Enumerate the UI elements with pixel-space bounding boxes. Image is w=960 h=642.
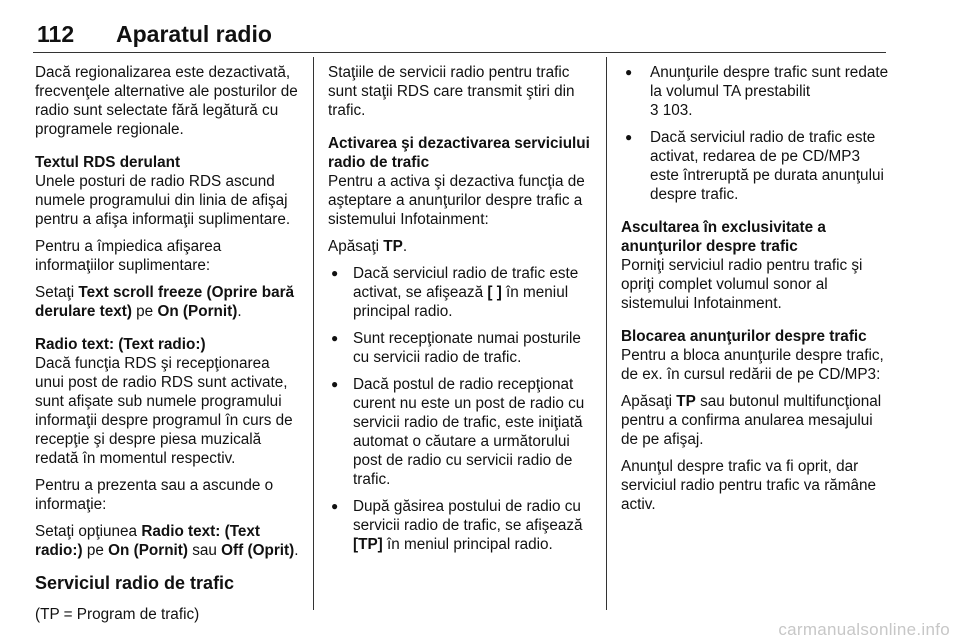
regionalization-paragraph: Dacă regionalizarea este dezactivată, frecvenţele alternative ale posturilor de radio sunt selectate fără legătură cu programele regionale. (35, 64, 298, 138)
menu-value: On (Pornit) (108, 542, 188, 559)
menu-value: On (Pornit) (157, 303, 238, 320)
text: sau (187, 542, 222, 559)
text: Setaţi opţiunea (35, 523, 142, 540)
activate-heading: Activarea şi dezactivarea serviciului radio de trafic (328, 135, 590, 171)
list-item (328, 264, 596, 321)
list-item (621, 63, 889, 120)
text: pe (82, 542, 109, 559)
column-divider-left (313, 57, 314, 610)
text: . (402, 238, 408, 255)
text: . (237, 303, 242, 320)
text: Apăsaţi (328, 238, 384, 255)
final-paragraph: Anunţul despre trafic va fi oprit, dar serviciul radio pentru trafic va rămâne activ. (621, 458, 877, 513)
exclusive-body: Porniţi serviciul radio pentru trafic şi opriţi complet volumul sonor al sistemului Infotainment. (621, 257, 863, 312)
rds-scroll-body: Unele posturi de radio RDS ascund numele programului din linia de afişaj pentru a afişa informaţii suplimentare. (35, 173, 291, 228)
radio-text-setting-paragraph (35, 522, 301, 560)
activation-bullet-list (328, 264, 596, 554)
announcement-bullet-list (621, 63, 889, 204)
radio-text-heading: Radio text: (Text radio:) (35, 336, 206, 353)
rds-setting-paragraph (35, 283, 301, 321)
block-body: Pentru a bloca anunţurile despre trafic, de ex. în cursul redării de pe CD/MP3: (621, 347, 884, 383)
tp-key: TP (383, 238, 403, 255)
rds-prevent-paragraph: Pentru a împiedica afişarea informaţiilor suplimentare: (35, 238, 222, 274)
column-divider-right (606, 57, 607, 610)
press-tp-paragraph (621, 392, 889, 449)
tp-indicator: [ ] (487, 284, 502, 301)
page-number: 112 (37, 21, 75, 47)
column-middle (328, 63, 596, 562)
text: Setaţi (35, 284, 79, 301)
header-rule (33, 52, 886, 53)
text: sau butonul multifuncţional pentru a confirma anularea mesajului de pe afişaj. (621, 393, 882, 448)
text: Dacă serviciul radio de trafic este activat, se afişează (353, 265, 579, 301)
exclusive-heading: Ascultarea în exclusivitate a anunţurilor despre trafic (621, 219, 826, 255)
text: în meniul principal radio. (382, 536, 553, 553)
page-reference: 3 103. (650, 102, 693, 119)
radio-text-show-paragraph: Pentru a prezenta sau a ascunde o informaţie: (35, 477, 274, 513)
traffic-stations-paragraph: Staţiile de servicii radio pentru trafic sunt staţii RDS care transmit ştiri din trafic. (328, 64, 575, 119)
page-title: Aparatul radio (116, 21, 272, 47)
tp-key: TP (676, 393, 696, 410)
menu-value: Off (Oprit) (221, 542, 295, 559)
menu-option: Radio text: (Text radio:) (35, 523, 261, 559)
activate-body: Pentru a activa şi dezactiva funcţia de aşteptare a anunţurilor despre trafic a sistemului Infotainment: (328, 173, 585, 228)
watermark: carmanualsonline.info (778, 620, 950, 639)
list-item: ● Sunt recepţionate numai posturile cu servicii radio de trafic. (328, 329, 596, 367)
list-item: ● Dacă serviciul radio de trafic este activat, redarea de pe CD/MP3 este întreruptă pe durata anunţului despre trafic. (621, 128, 889, 204)
tp-indicator: [TP] (353, 536, 383, 553)
radio-text-body: Dacă funcţia RDS şi recepţionarea unui post de radio RDS sunt activate, sunt afişate sub numele programului informaţii despre programul în curs de recepţie şi despre piesa muzicală redată în momentul respectiv. (35, 355, 293, 467)
text: pe (131, 303, 158, 320)
traffic-section-heading: Serviciul radio de trafic (35, 573, 235, 593)
column-right (621, 63, 889, 522)
text: După găsirea postului de radio cu servicii radio de trafic, se afişează (353, 498, 583, 534)
traffic-section-subtitle: (TP = Program de trafic) (35, 606, 200, 623)
list-item: ● Dacă postul de radio recepţionat curent nu este un post de radio cu servicii radio de trafic, este iniţiată automat o căutare a următorului post de radio cu servicii radio de trafic. (328, 375, 596, 489)
text: în meniul principal radio. (353, 284, 569, 320)
column-left (35, 63, 301, 632)
menu-option: Text scroll freeze (Oprire bară derulare text) (35, 284, 295, 320)
rds-scroll-heading: Textul RDS derulant (35, 154, 181, 171)
text: Apăsaţi (621, 393, 677, 410)
text: Anunţurile despre trafic sunt redate la volumul TA prestabilit (650, 64, 889, 100)
block-heading: Blocarea anunţurilor despre trafic (621, 328, 867, 345)
text: . (294, 542, 299, 559)
list-item (328, 497, 596, 554)
press-tp-paragraph (328, 237, 596, 256)
